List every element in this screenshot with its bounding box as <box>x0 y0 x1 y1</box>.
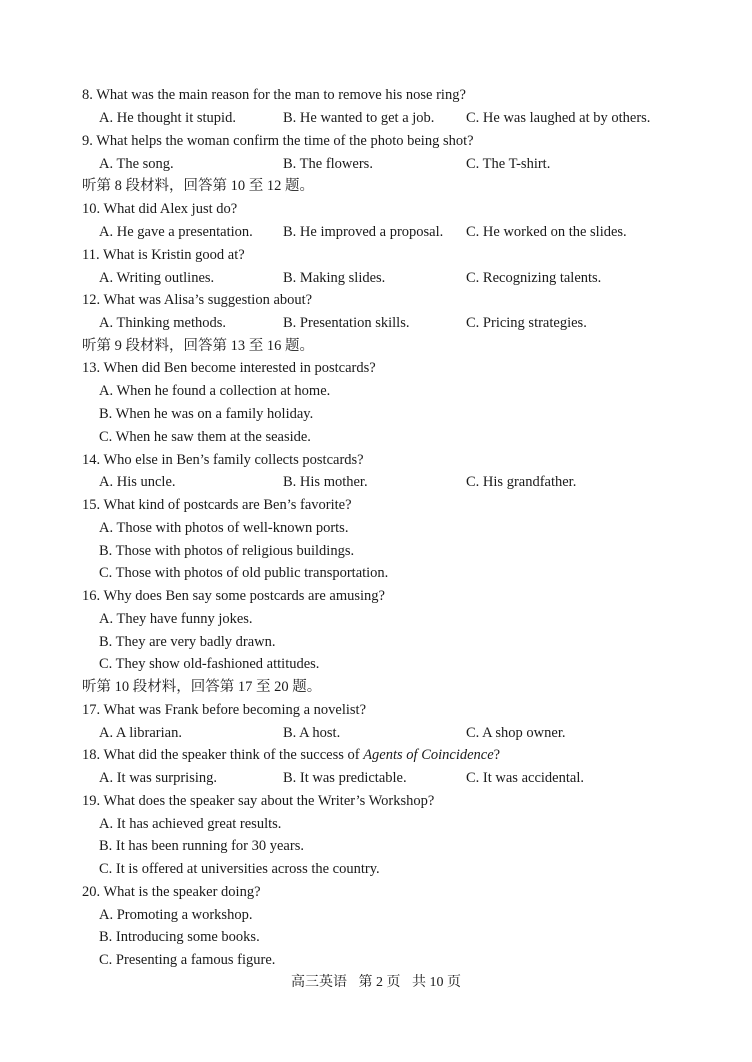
option-c: C. It was accidental. <box>466 770 584 786</box>
book-title: Agents of Coincidence <box>363 747 494 763</box>
option-c: C. Pricing strategies. <box>466 315 587 331</box>
option-a: A. They have funny jokes. <box>99 611 253 627</box>
question-options-12 <box>0 312 752 334</box>
option-b: B. Those with photos of religious buildings. <box>99 543 355 559</box>
question-options-8 <box>0 107 752 129</box>
question-stem-17: 17. What was Frank before becoming a novelist? <box>82 702 367 718</box>
section-heading-8: 听第 8 段材料，回答第 10 至 12 题。 <box>82 178 314 194</box>
section-heading-10: 听第 10 段材料，回答第 17 至 20 题。 <box>82 679 322 695</box>
option-b: B. A host. <box>283 725 341 741</box>
stem-suffix: ? <box>493 747 501 763</box>
question-options-11 <box>0 267 752 289</box>
option-a: A. He thought it stupid. <box>99 110 236 126</box>
question-options-18 <box>0 767 752 789</box>
option-c: C. It is offered at universities across the country. <box>99 861 380 877</box>
option-b: B. Making slides. <box>283 270 386 286</box>
option-a: A. Thinking methods. <box>99 315 227 331</box>
question-stem-18 <box>82 744 752 766</box>
option-b: B. It was predictable. <box>283 770 407 786</box>
option-b: B. Presentation skills. <box>283 315 410 331</box>
option-c: C. His grandfather. <box>466 474 577 490</box>
question-options-9 <box>0 153 752 175</box>
option-b: B. He improved a proposal. <box>283 224 444 240</box>
question-stem-14: 14. Who else in Ben’s family collects postcards? <box>82 452 364 468</box>
question-options-17 <box>0 722 752 744</box>
stem-prefix: 18. What did the speaker think of the success of <box>82 747 364 763</box>
page-footer <box>0 972 752 994</box>
option-b: B. The flowers. <box>283 156 373 172</box>
section-heading-9: 听第 9 段材料，回答第 13 至 16 题。 <box>82 338 314 354</box>
question-stem-13: 13. When did Ben become interested in postcards? <box>82 360 376 376</box>
option-a: A. His uncle. <box>99 474 176 490</box>
option-a: A. Writing outlines. <box>99 270 215 286</box>
option-a: A. When he found a collection at home. <box>99 383 331 399</box>
question-stem-10: 10. What did Alex just do? <box>82 201 238 217</box>
option-c: C. The T-shirt. <box>466 156 551 172</box>
option-a: A. Promoting a workshop. <box>99 907 253 923</box>
option-a: A. It has achieved great results. <box>99 816 282 832</box>
option-b: B. Introducing some books. <box>99 929 260 945</box>
question-stem-12: 12. What was Alisa’s suggestion about? <box>82 292 313 308</box>
option-c: C. Those with photos of old public transportation. <box>99 565 389 581</box>
option-b: B. He wanted to get a job. <box>283 110 435 126</box>
question-options-14 <box>0 471 752 493</box>
question-options-10 <box>0 221 752 243</box>
option-c: C. They show old-fashioned attitudes. <box>99 656 320 672</box>
question-stem-11: 11. What is Kristin good at? <box>82 247 245 263</box>
option-a: A. The song. <box>99 156 174 172</box>
question-stem-19: 19. What does the speaker say about the Writer’s Workshop? <box>82 793 435 809</box>
question-stem-16: 16. Why does Ben say some postcards are amusing? <box>82 588 385 604</box>
option-b: B. When he was on a family holiday. <box>99 406 314 422</box>
footer-page-number: 第 2 页 <box>358 975 401 990</box>
option-b: B. They are very badly drawn. <box>99 634 276 650</box>
option-c: C. Presenting a famous figure. <box>99 952 276 968</box>
footer-subject: 高三英语 <box>291 975 347 990</box>
option-a: A. It was surprising. <box>99 770 218 786</box>
option-b: B. It has been running for 30 years. <box>99 838 304 854</box>
footer-total-pages: 共 10 页 <box>412 975 461 990</box>
option-a: A. A librarian. <box>99 725 182 741</box>
question-stem-20: 20. What is the speaker doing? <box>82 884 261 900</box>
option-c: C. He was laughed at by others. <box>466 110 651 126</box>
option-c: C. Recognizing talents. <box>466 270 602 286</box>
option-c: C. A shop owner. <box>466 725 566 741</box>
question-stem-15: 15. What kind of postcards are Ben’s favorite? <box>82 497 352 513</box>
option-b: B. His mother. <box>283 474 368 490</box>
option-c: C. When he saw them at the seaside. <box>99 429 311 445</box>
question-stem-8: 8. What was the main reason for the man to remove his nose ring? <box>82 87 466 103</box>
option-a: A. Those with photos of well-known ports. <box>99 520 349 536</box>
question-stem-9: 9. What helps the woman confirm the time of the photo being shot? <box>82 133 474 149</box>
option-a: A. He gave a presentation. <box>99 224 253 240</box>
option-c: C. He worked on the slides. <box>466 224 627 240</box>
